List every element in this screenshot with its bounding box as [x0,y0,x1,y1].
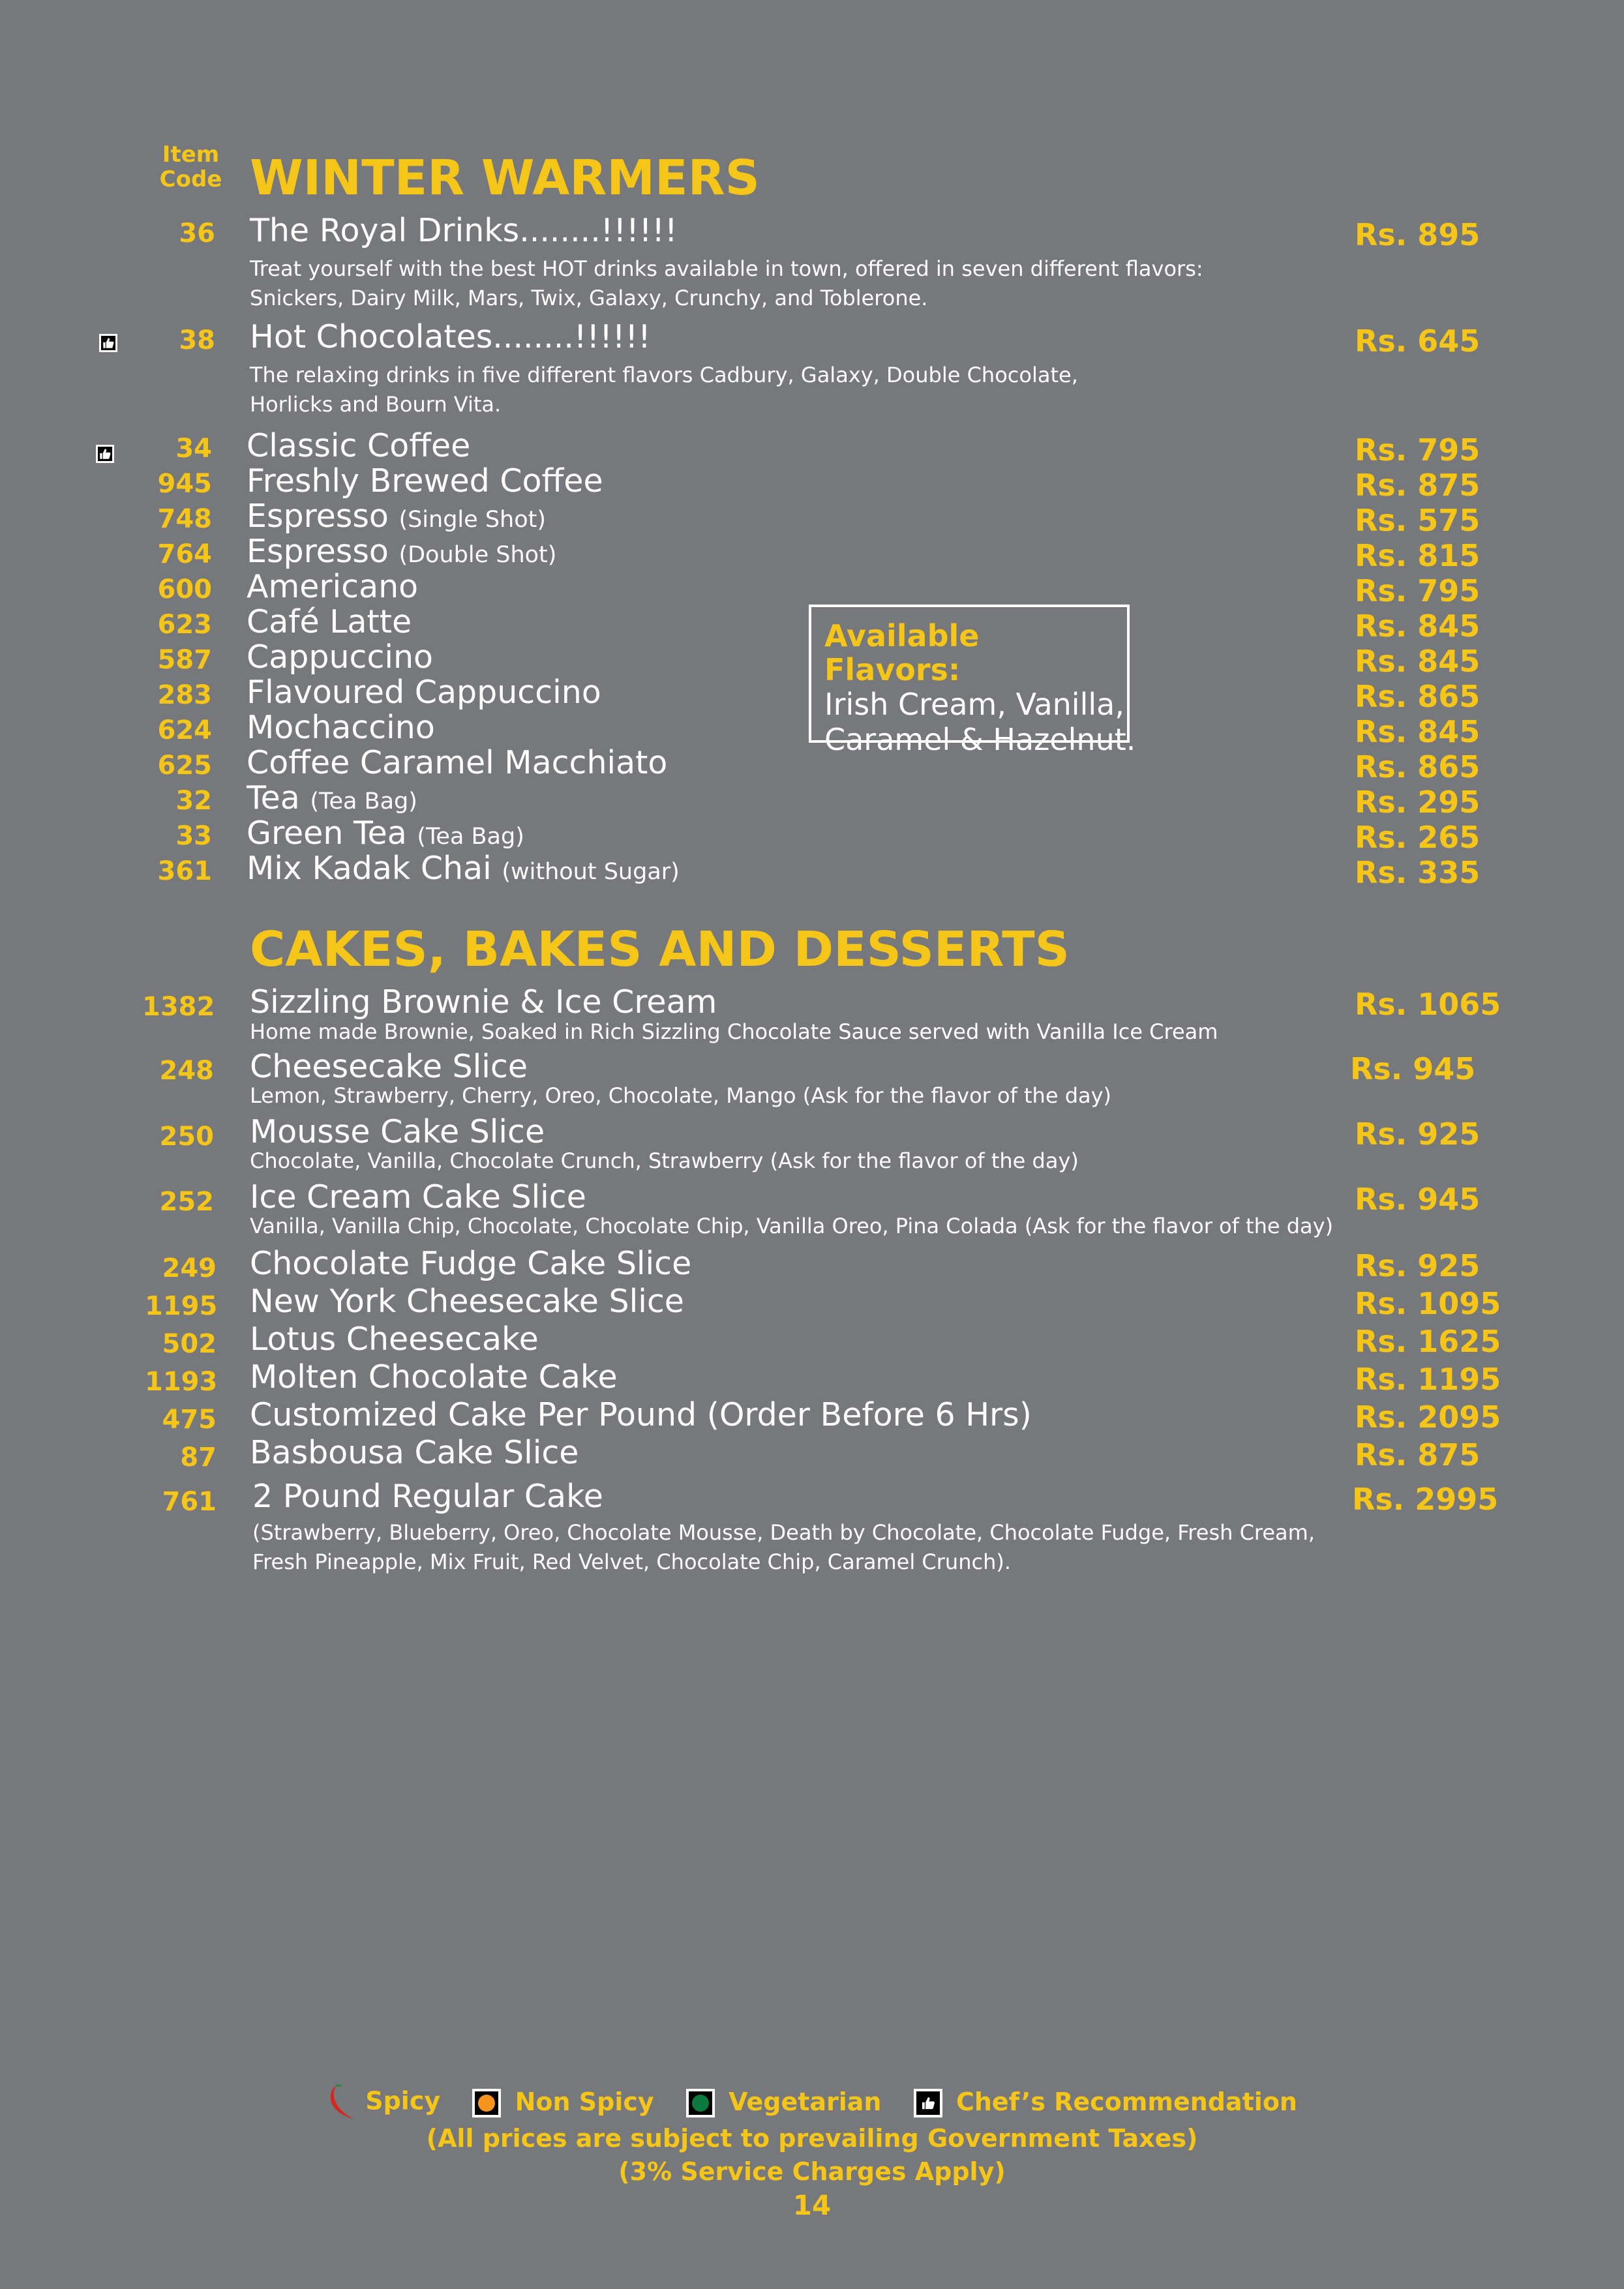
item-code: 764 [157,539,212,569]
item-name: Cheesecake Slice [250,1048,528,1085]
item-code: 587 [157,645,212,675]
legend-vegetarian-label: Vegetarian [729,2087,882,2116]
item-name: New York Cheesecake Slice [250,1283,684,1320]
item-name [247,568,418,605]
item-code: 250 [159,1122,214,1152]
item-code: 502 [162,1329,217,1359]
item-name-text: Classic Coffee [247,427,471,464]
item-name: Customized Cake Per Pound (Order Before 6 Hrs) [250,1396,1032,1433]
item-code: 283 [157,680,212,710]
legend [0,2084,1624,2121]
item-description-line1: Treat yourself with the best HOT drinks available in town, offered in seven different flavors: [250,256,1203,281]
item-code: 1195 [145,1291,218,1321]
item-price: Rs. 575 [1355,503,1481,538]
item-price: Rs. 925 [1355,1248,1481,1283]
item-description-line2: Horlicks and Bourn Vita. [250,392,502,417]
item-code: 249 [162,1253,217,1283]
item-price: Rs. 945 [1350,1051,1476,1086]
item-name [247,815,524,852]
item-price: Rs. 795 [1355,432,1481,468]
item-price: Rs. 865 [1355,749,1481,785]
item-name: Molten Chocolate Cake [250,1358,618,1396]
item-code: 1193 [145,1367,218,1397]
item-price: Rs. 1065 [1355,987,1501,1022]
item-code: 623 [157,610,212,640]
item-name-text: Espresso [247,533,389,570]
item-price: Rs. 2995 [1352,1482,1499,1517]
item-price: Rs. 845 [1355,714,1481,749]
legend-vegetarian [686,2087,882,2118]
item-code: 36 [179,218,215,248]
item-note: (Single Shot) [398,507,547,533]
item-code: 945 [157,469,212,499]
item-name-text: Freshly Brewed Coffee [247,462,603,500]
item-price: Rs. 1625 [1355,1324,1501,1359]
item-code: 32 [175,786,212,816]
item-price: Rs. 2095 [1355,1399,1501,1435]
item-description-line1: (Strawberry, Blueberry, Oreo, Chocolate Mousse, Death by Chocolate, Chocolate Fudge, Fresh Cream, [252,1520,1315,1545]
item-note: (without Sugar) [502,859,680,885]
item-name [247,638,433,676]
item-price: Rs. 1095 [1355,1286,1501,1321]
item-name: Sizzling Brownie & Ice Cream [250,983,717,1021]
item-price: Rs. 845 [1355,644,1481,679]
item-name-text: Café Latte [247,603,412,640]
flavors-line2: Caramel & Hazelnut. [824,722,1136,757]
item-code: 33 [175,821,212,851]
service-charge-note: (3% Service Charges Apply) [618,2157,1006,2186]
item-description: Chocolate, Vanilla, Chocolate Crunch, Strawberry (Ask for the flavor of the day) [250,1148,1079,1173]
item-name-text: Mochaccino [247,709,435,746]
item-name [247,709,435,746]
vegetarian-icon [686,2089,715,2117]
item-name [247,744,667,781]
item-description-line2: Snickers, Dairy Milk, Mars, Twix, Galaxy, Crunchy, and Toblerone. [250,286,928,310]
legend-chef [914,2087,1297,2118]
item-name-text: Americano [247,568,419,605]
item-name [247,462,603,500]
item-description-line2: Fresh Pineapple, Mix Fruit, Red Velvet, Chocolate Chip, Caramel Crunch). [252,1549,1012,1574]
item-code: 361 [157,856,212,886]
item-name: Mousse Cake Slice [250,1113,545,1150]
item-code: 34 [175,434,212,464]
item-name-text: Espresso [247,498,389,535]
item-description: Vanilla, Vanilla Chip, Chocolate, Chocolate Chip, Vanilla Oreo, Pina Colada (Ask for the flavor of the day) [250,1214,1334,1238]
item-description: Home made Brownie, Soaked in Rich Sizzling Chocolate Sauce served with Vanilla Ice Cream [250,1019,1218,1044]
flavors-title: Available Flavors: [824,618,980,687]
chef-recommendation-icon [914,2089,942,2117]
legend-spicy [327,2084,440,2121]
available-flavors-box [809,605,1136,757]
item-name-text: Tea [247,779,300,816]
item-price: Rs. 845 [1355,608,1481,644]
item-price: Rs. 335 [1355,855,1481,890]
item-name [247,427,470,464]
item-name: Ice Cream Cake Slice [250,1178,586,1216]
chef-recommendation-icon [99,334,117,352]
item-price: Rs. 645 [1355,323,1481,359]
item-code: 252 [159,1187,214,1217]
item-code-header-line1: Item [162,142,220,168]
item-price: Rs. 865 [1355,679,1481,714]
legend-non-spicy [472,2087,654,2118]
item-price: Rs. 945 [1355,1182,1481,1217]
item-name [247,674,601,711]
page-number: 14 [792,2189,832,2221]
flavors-line1: Irish Cream, Vanilla, [824,687,1124,722]
item-name-text: Green Tea [247,815,407,852]
section-title-cakes: CAKES, BAKES AND DESSERTS [250,921,1070,978]
section-title-winter-warmers: WINTER WARMERS [250,150,760,206]
item-code: 600 [157,575,212,605]
item-name-text: Mix Kadak Chai [247,850,492,887]
legend-spicy-label: Spicy [365,2086,441,2116]
item-code-header-line2: Code [159,166,222,192]
item-name-text: Coffee Caramel Macchiato [247,744,668,781]
item-name-text: Cappuccino [247,638,434,676]
item-name [247,850,680,887]
item-name: 2 Pound Regular Cake [252,1478,603,1515]
item-price: Rs. 875 [1355,1437,1481,1473]
item-code: 475 [162,1405,217,1435]
item-description: Lemon, Strawberry, Cherry, Oreo, Chocolate, Mango (Ask for the flavor of the day) [250,1083,1112,1108]
non-spicy-icon [472,2089,501,2117]
chef-recommendation-icon [96,445,114,463]
chili-icon [327,2084,357,2121]
item-name: The Royal Drinks........!!!!!! [250,212,678,249]
item-code: 748 [157,504,212,534]
tax-note: (All prices are subject to prevailing Government Taxes) [426,2124,1198,2153]
legend-chef-label: Chef’s Recommendation [955,2087,1297,2116]
item-name: Basbousa Cake Slice [250,1434,579,1471]
item-price: Rs. 295 [1355,785,1481,820]
item-code: 38 [179,325,215,355]
item-name [247,603,412,640]
item-code: 624 [157,715,212,745]
item-price: Rs. 795 [1355,573,1481,608]
item-name-text: Flavoured Cappuccino [247,674,601,711]
item-code: 87 [180,1443,217,1473]
item-name [247,533,556,570]
item-code-header [157,142,225,192]
item-code: 248 [159,1056,214,1086]
item-price: Rs. 815 [1355,538,1481,573]
item-name [247,779,417,816]
item-price: Rs. 895 [1355,217,1481,252]
item-price: Rs. 265 [1355,820,1481,855]
item-price: Rs. 875 [1355,468,1481,503]
legend-non-spicy-label: Non Spicy [515,2087,654,2116]
item-code: 625 [157,751,212,781]
item-name: Lotus Cheesecake [250,1321,539,1358]
item-note: (Tea Bag) [417,824,524,850]
item-name [247,498,546,535]
item-code: 1382 [142,992,215,1022]
item-code: 761 [162,1487,217,1517]
item-price: Rs. 925 [1355,1116,1481,1152]
item-name: Hot Chocolates........!!!!!! [250,318,651,355]
item-name: Chocolate Fudge Cake Slice [250,1245,692,1282]
item-price: Rs. 1195 [1355,1362,1501,1397]
item-description-line1: The relaxing drinks in five different flavors Cadbury, Galaxy, Double Chocolate, [250,363,1078,387]
item-note: (Double Shot) [398,542,557,568]
item-note: (Tea Bag) [310,788,417,815]
